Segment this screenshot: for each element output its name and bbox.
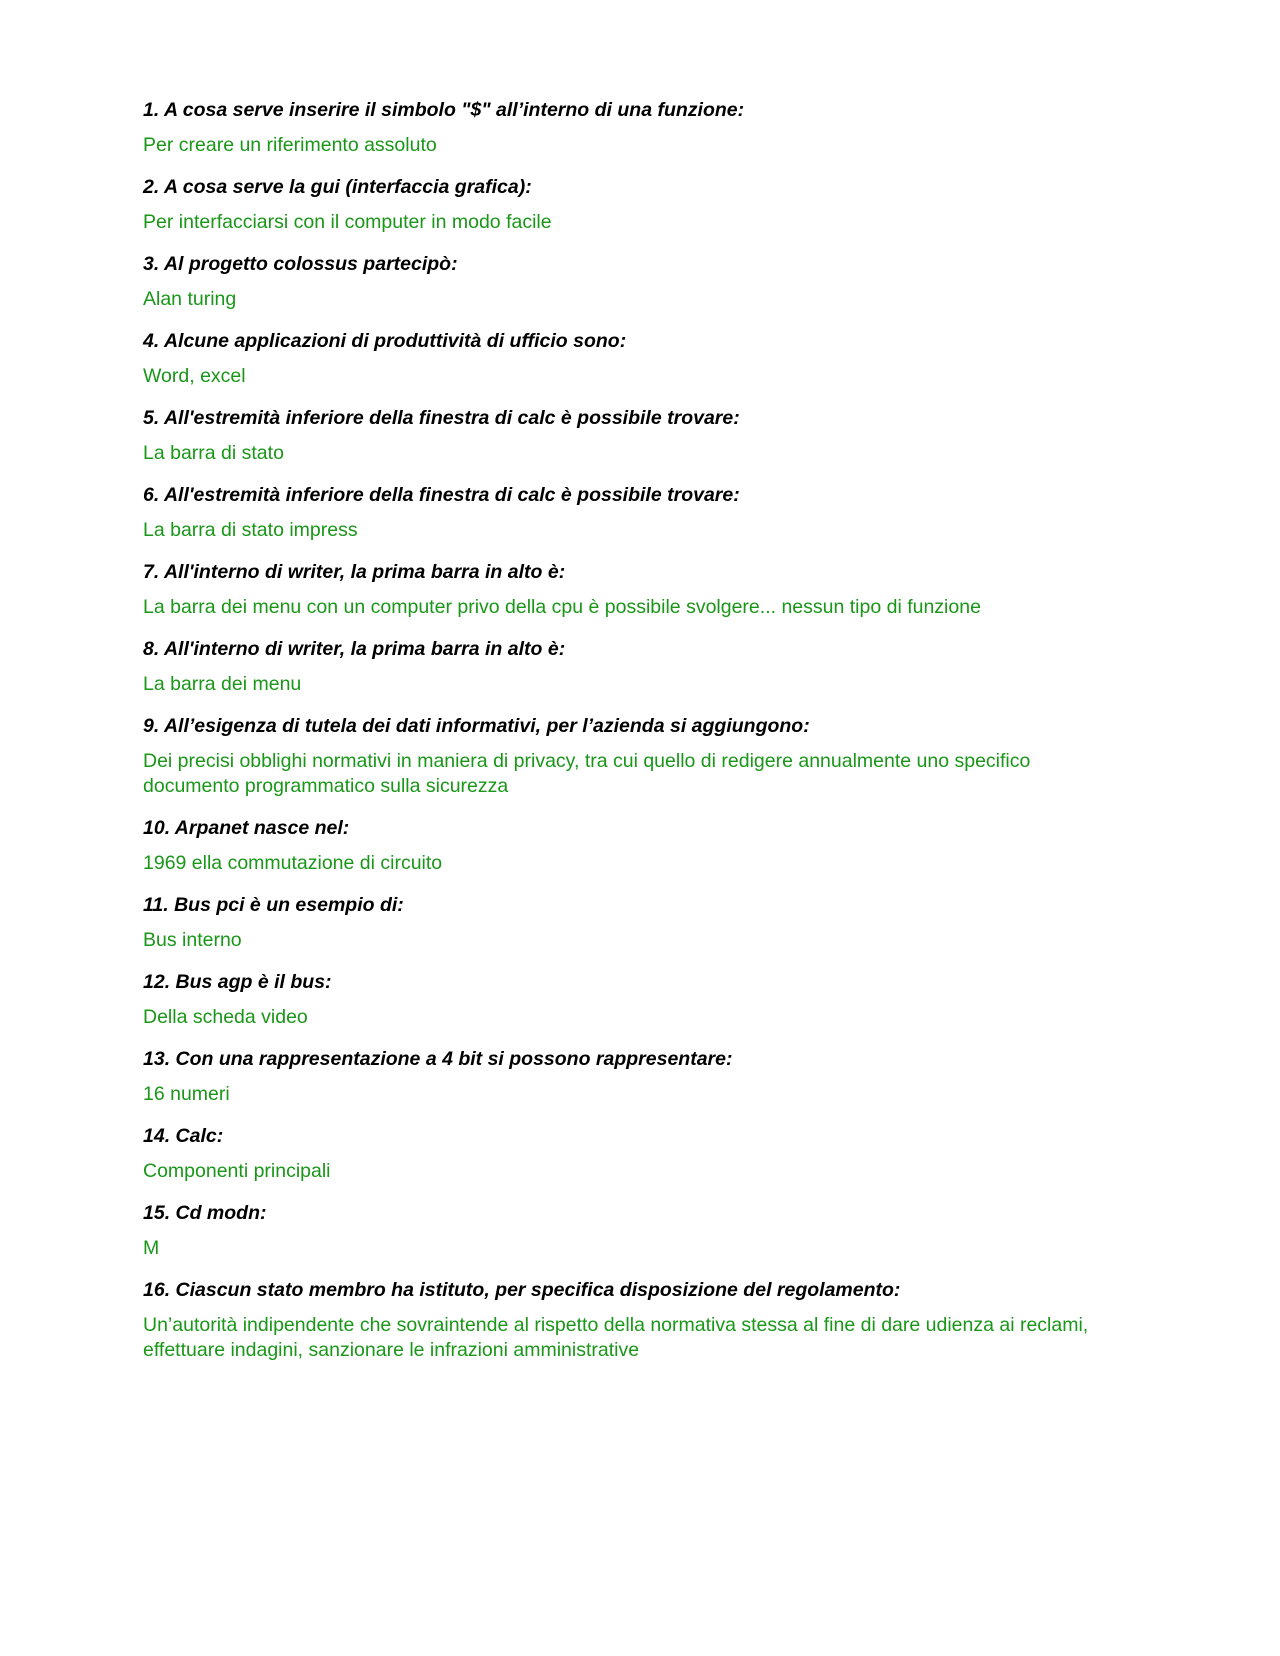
answer-text: Dei precisi obblighi normativi in maniera di privacy, tra cui quello di redigere annualmente uno specifico documento programmatico sulla sicurezza [143, 750, 1031, 797]
qa-item [143, 714, 1103, 799]
qa-item [143, 98, 1103, 158]
qa-item [143, 252, 1103, 312]
answer-text: Word, excel [143, 365, 246, 387]
question-text: 15. Cd modn: [143, 1202, 267, 1224]
answer-text: Componenti principali [143, 1160, 331, 1182]
question-text: 9. All’esigenza di tutela dei dati informativi, per l’azienda si aggiungono: [143, 715, 810, 737]
qa-item [143, 1124, 1103, 1184]
qa-item [143, 1047, 1103, 1107]
question-text: 2. A cosa serve la gui (interfaccia grafica): [143, 176, 532, 198]
question-text: 3. Al progetto colossus partecipò: [143, 253, 458, 275]
question-text: 11. Bus pci è un esempio di: [143, 894, 404, 916]
qa-item [143, 970, 1103, 1030]
question-text: 6. All'estremità inferiore della finestra di calc è possibile trovare: [143, 484, 740, 506]
answer-text: Alan turing [143, 288, 237, 310]
answer-text: 16 numeri [143, 1083, 230, 1105]
question-text: 5. All'estremità inferiore della finestra di calc è possibile trovare: [143, 407, 740, 429]
qa-item [143, 560, 1103, 620]
question-text: 4. Alcune applicazioni di produttività di ufficio sono: [143, 330, 627, 352]
answer-text: 1969 ella commutazione di circuito [143, 852, 443, 874]
question-text: 1. A cosa serve inserire il simbolo "$" all’interno di una funzione: [143, 99, 745, 121]
qa-item [143, 893, 1103, 953]
question-text: 14. Calc: [143, 1125, 224, 1147]
qa-item [143, 483, 1103, 543]
answer-text: M [143, 1237, 160, 1259]
answer-text: La barra di stato impress [143, 519, 358, 541]
question-text: 8. All'interno di writer, la prima barra in alto è: [143, 638, 566, 660]
qa-item [143, 175, 1103, 235]
question-text: 13. Con una rappresentazione a 4 bit si possono rappresentare: [143, 1048, 733, 1070]
answer-text: La barra dei menu con un computer privo della cpu è possibile svolgere... nessun tipo di funzione [143, 596, 981, 618]
qa-item [143, 816, 1103, 876]
qa-item [143, 329, 1103, 389]
question-text: 10. Arpanet nasce nel: [143, 817, 350, 839]
answer-text: Per interfacciarsi con il computer in modo facile [143, 211, 552, 233]
qa-item [143, 406, 1103, 466]
answer-text: Per creare un riferimento assoluto [143, 134, 437, 156]
answer-text: Un’autorità indipendente che sovraintende al rispetto della normativa stessa al fine di dare udienza ai reclami, effettuare indagini, sanzionare le infrazioni amministrative [143, 1314, 1089, 1361]
question-text: 7. All'interno di writer, la prima barra in alto è: [143, 561, 566, 583]
question-text: 16. Ciascun stato membro ha istituto, per specifica disposizione del regolamento: [143, 1279, 901, 1301]
answer-text: Bus interno [143, 929, 242, 951]
document-page [143, 98, 1103, 1380]
answer-text: Della scheda video [143, 1006, 308, 1028]
qa-item [143, 637, 1103, 697]
answer-text: La barra dei menu [143, 673, 302, 695]
qa-item [143, 1278, 1103, 1363]
qa-item [143, 1201, 1103, 1261]
answer-text: La barra di stato [143, 442, 284, 464]
question-text: 12. Bus agp è il bus: [143, 971, 332, 993]
